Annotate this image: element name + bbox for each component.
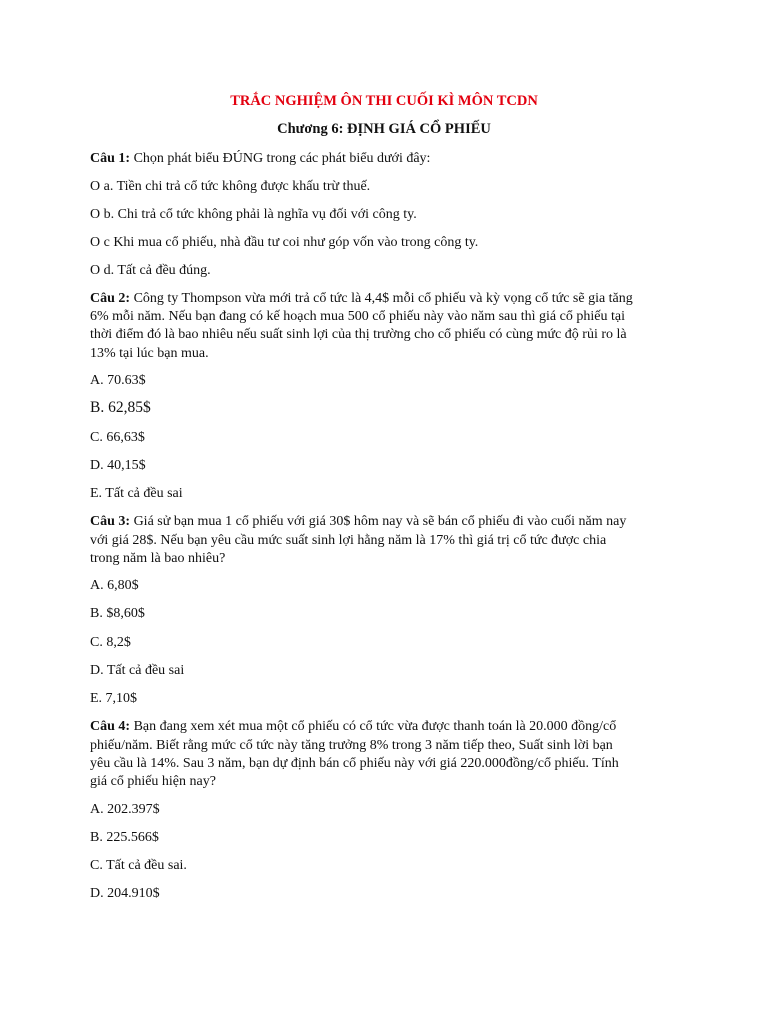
question-4-option-d: D. 204.910$ xyxy=(90,886,160,901)
question-3-text-line-1: Giá sử bạn mua 1 cổ phiếu với giá 30$ hôm nay và sẽ bán cổ phiếu đi vào cuối năm nay xyxy=(130,514,627,529)
question-4-label: Câu 4: xyxy=(90,719,131,734)
question-2-text-line-4: 13% tại lúc bạn mua. xyxy=(90,346,209,361)
question-3-option-c: C. 8,2$ xyxy=(90,635,131,650)
question-1-label: Câu 1: xyxy=(90,151,131,166)
question-2-text-line-3: thời điểm đó là bao nhiêu nếu suất sinh lợi của thị trường cho cổ phiếu có cùng mức độ rủi ro là xyxy=(90,327,627,342)
question-3-text-line-2: với giá 28$. Nếu bạn yêu cầu mức suất sinh lợi hằng năm là 17% thì giá trị cổ tức được chia xyxy=(90,533,607,548)
question-4-option-a: A. 202.397$ xyxy=(90,802,160,817)
question-3-option-a: A. 6,80$ xyxy=(90,578,139,593)
question-3-option-d: D. Tất cả đều sai xyxy=(90,663,185,678)
question-4-text-line-2: phiếu/năm. Biết rằng mức cổ tức này tăng trưởng 8% trong 3 năm tiếp theo, Suất sinh lời bạn xyxy=(90,738,613,753)
question-1-option-a: O a. Tiền chi trả cổ tức không được khấu trừ thuế. xyxy=(90,179,371,194)
question-2-text-line-2: 6% mỗi năm. Nếu bạn đang có kế hoạch mua 500 cổ phiếu này vào năm sau thì giá cổ phiếu tại xyxy=(90,309,625,324)
question-4-option-c: C. Tất cả đều sai. xyxy=(90,858,187,873)
question-1-option-d: O d. Tất cả đều đúng. xyxy=(90,263,211,278)
question-2-option-c: C. 66,63$ xyxy=(90,430,145,445)
question-1-text: Chọn phát biểu ĐÚNG trong các phát biểu dưới đây: xyxy=(130,151,431,166)
question-2-text-line-1: Công ty Thompson vừa mới trả cổ tức là 4,4$ mỗi cổ phiếu và kỳ vọng cổ tức sẽ gia tăng xyxy=(130,291,633,306)
question-2-label: Câu 2: xyxy=(90,291,131,306)
question-3-option-e: E. 7,10$ xyxy=(90,691,138,706)
document-title: TRẮC NGHIỆM ÔN THI CUỐI KÌ MÔN TCDN xyxy=(230,93,538,109)
question-2-option-e: E. Tất cả đều sai xyxy=(90,486,183,501)
question-3 xyxy=(90,513,680,532)
question-1 xyxy=(90,150,680,169)
question-1-option-b: O b. Chi trả cổ tức không phải là nghĩa vụ đối với công ty. xyxy=(90,207,417,222)
question-2-option-d: D. 40,15$ xyxy=(90,458,146,473)
question-3-label: Câu 3: xyxy=(90,514,131,529)
chapter-subtitle: Chương 6: ĐỊNH GIÁ CỔ PHIẾU xyxy=(277,121,491,137)
question-4-text-line-3: yêu cầu là 14%. Sau 3 năm, bạn dự định bán cổ phiếu này với giá 220.000đồng/cổ phiếu. Tính xyxy=(90,756,619,771)
question-2-option-b: B. 62,85$ xyxy=(90,399,151,416)
question-4-text-line-1: Bạn đang xem xét mua một cổ phiếu có cổ tức vừa được thanh toán là 20.000 đồng/cổ xyxy=(130,719,617,734)
question-2-option-a: A. 70.63$ xyxy=(90,373,146,388)
question-4-option-b: B. 225.566$ xyxy=(90,830,159,845)
question-2 xyxy=(90,290,680,309)
question-4 xyxy=(90,718,680,737)
question-3-option-b: B. $8,60$ xyxy=(90,606,145,621)
question-1-option-c: O c Khi mua cổ phiếu, nhà đầu tư coi như góp vốn vào trong công ty. xyxy=(90,235,479,250)
question-3-text-line-3: trong năm là bao nhiêu? xyxy=(90,551,226,566)
question-4-text-line-4: giá cổ phiếu hiện nay? xyxy=(90,774,216,789)
